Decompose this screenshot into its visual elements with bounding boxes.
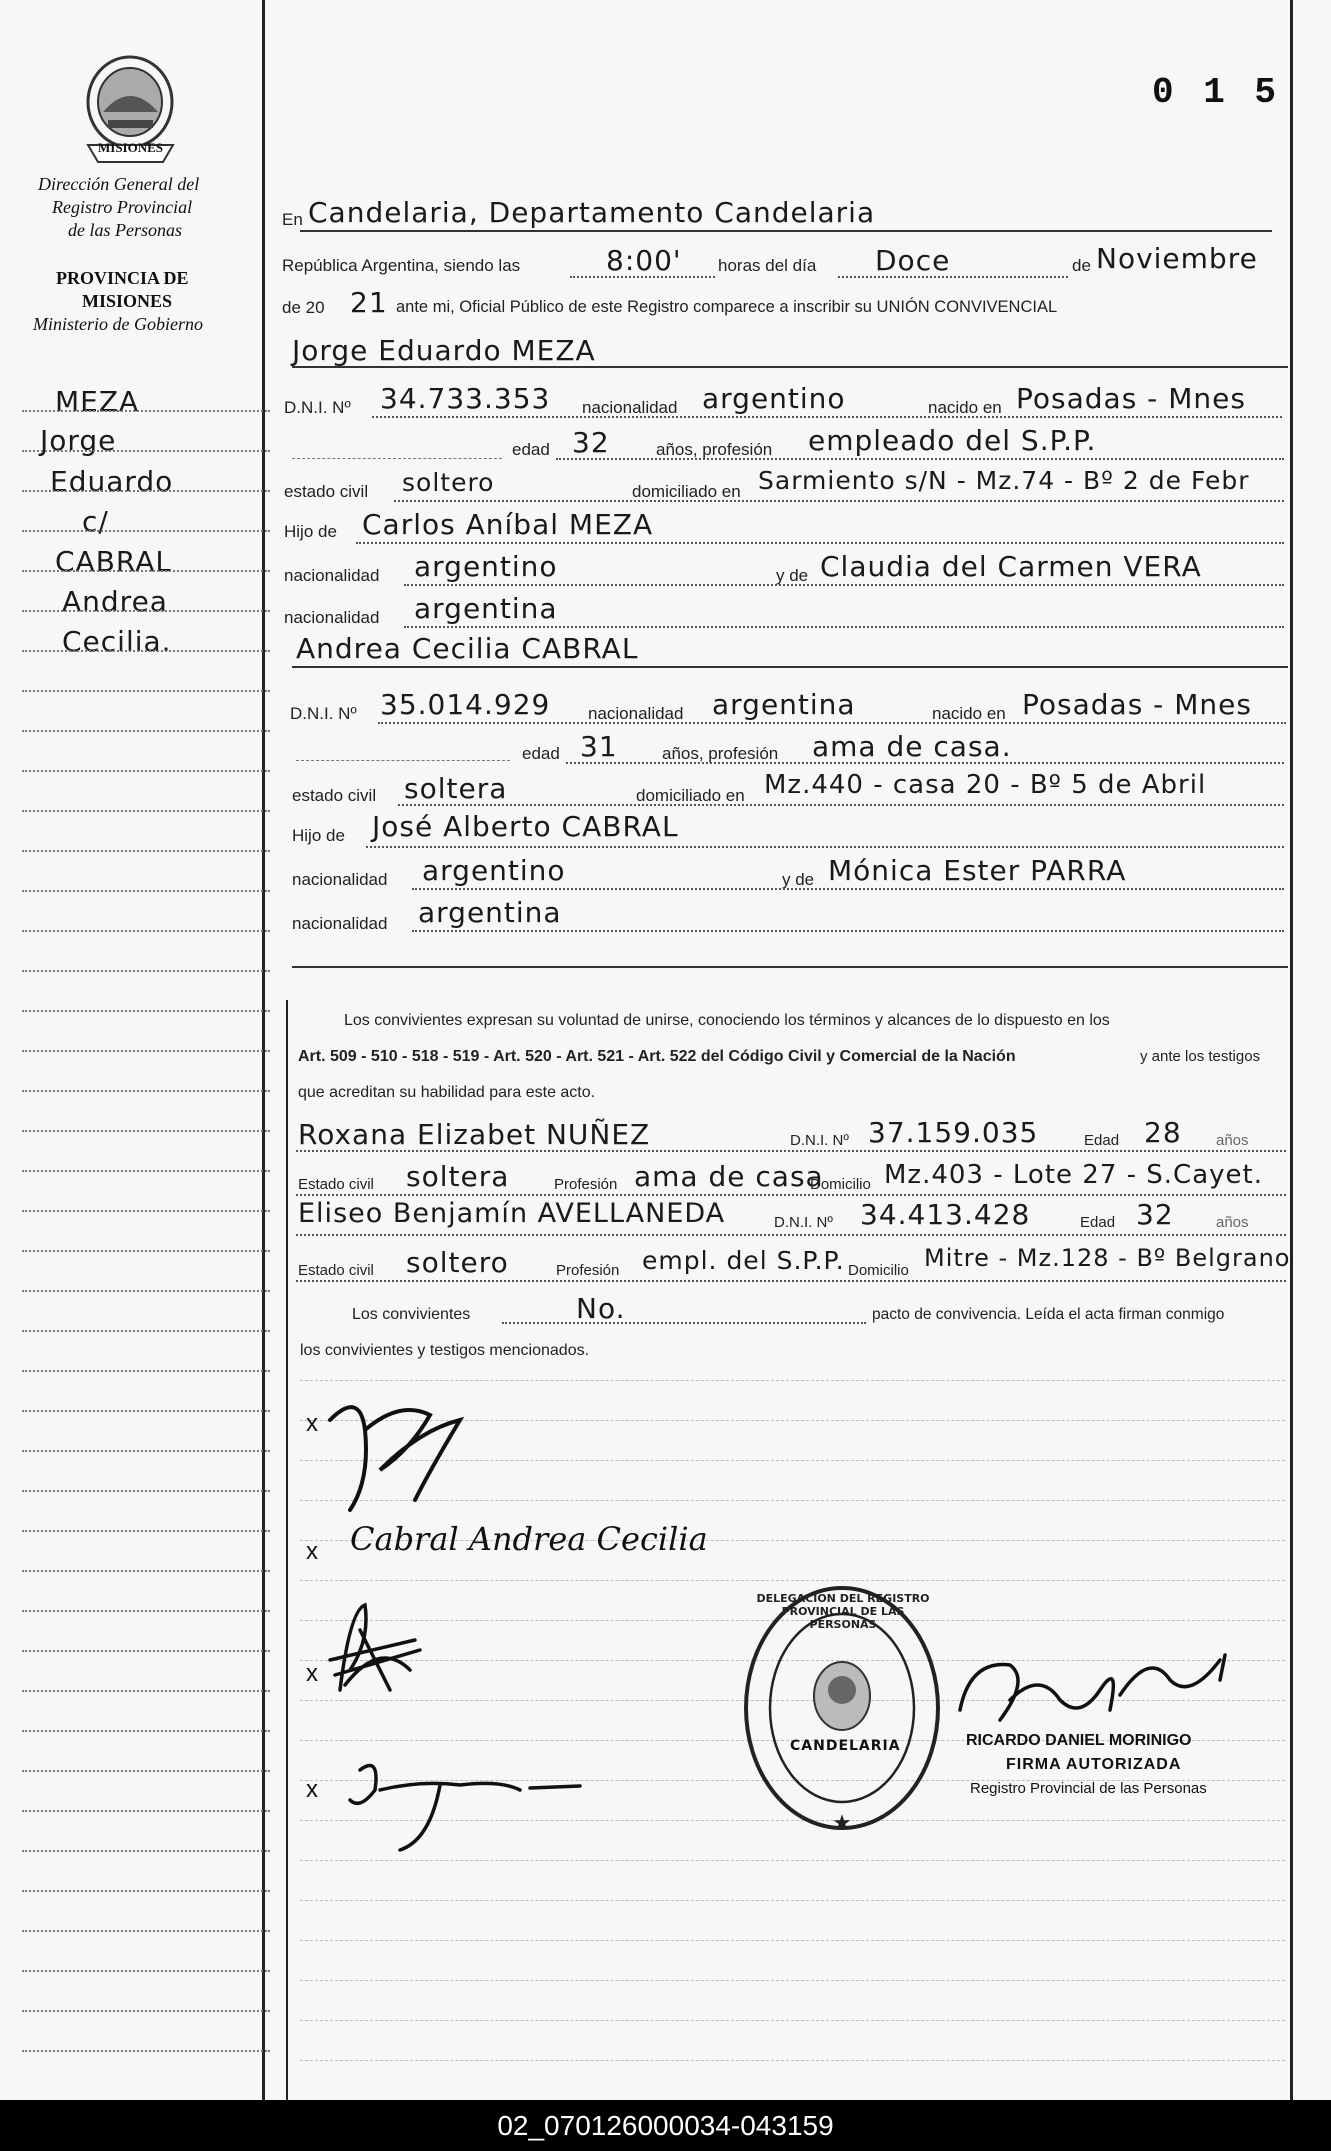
margin-rule-line [22,1290,270,1292]
svg-text:★: ★ [832,1811,852,1836]
margin-rule-line [22,1010,270,1012]
person1-nationality-value: argentino [702,382,846,415]
label-republica: República Argentina, siendo las [282,256,521,275]
margin-rule-line [22,1690,270,1692]
margin-note-line-4: c/ [82,505,109,538]
person2-civil-label: estado civil [292,786,377,805]
margin-rule-line [22,850,270,852]
margin-rule-line [22,730,270,732]
margin-rule-line [22,770,270,772]
witness1-prof-value: ama de casa [634,1160,824,1193]
signature-area-rule [300,1980,1285,1981]
person2-birthplace-value: Posadas - Mnes [1022,688,1252,721]
witness2-prof-label: Profesión [556,1262,620,1279]
signature-mark-2: x [306,1538,318,1565]
margin-rule-line [22,1370,270,1372]
witness1-dni-label: D.N.I. Nº [790,1132,849,1149]
margin-rule-line [22,410,270,412]
margin-rule-line [22,1610,270,1612]
margin-rule-line [22,610,270,612]
margin-rule-line [22,1410,270,1412]
witness1-dom-label: Domicilio [810,1176,871,1193]
signature-area-rule [300,1860,1285,1861]
margin-rule-line [22,810,270,812]
margin-rule-line [22,1050,270,1052]
place-value: Candelaria, Departamento Candelaria [308,196,876,229]
witness1-age-value: 28 [1144,1116,1182,1149]
margin-rule-line [22,1250,270,1252]
margin-note-line-6: Andrea [62,585,168,618]
person1-father-value: Carlos Aníbal MEZA [362,508,654,541]
person1-profession-value: empleado del S.P.P. [808,424,1097,457]
margin-rule-line [22,1810,270,1812]
witness2-age-value: 32 [1136,1198,1174,1231]
person1-address-label: domiciliado en [632,482,741,501]
person2-dni-label: D.N.I. Nº [290,704,357,723]
margin-note-line-7: Cecilia. [62,625,172,658]
witness1-civil-value: soltera [406,1160,510,1193]
margin-rule-line [22,690,270,692]
person1-born-label: nacido en [928,398,1002,417]
margin-rule-line [22,1130,270,1132]
margin-note-line-2: Jorge [40,424,117,457]
closing-line: los convivientes y testigos mencionados. [300,1342,590,1359]
person2-father-nat-label: nacionalidad [292,870,388,889]
margin-rule-line [22,1530,270,1532]
person1-name: Jorge Eduardo MEZA [292,334,596,367]
witness2-dni-value: 34.413.428 [860,1198,1031,1231]
signature-mark-1: x [306,1410,318,1437]
person1-dni-value: 34.733.353 [380,382,551,415]
margin-note-line-1: MEZA [55,385,140,418]
person1-age-value: 32 [572,426,610,459]
person2-years-label: años, profesión [662,744,779,763]
witness1-civil-label: Estado civil [298,1176,374,1193]
margin-rule-line [22,1210,270,1212]
margin-note-line-5: CABRAL [55,545,172,578]
person2-father-nat-value: argentino [422,854,566,887]
time-value: 8:00' [606,244,682,277]
person1-child-label: Hijo de [284,522,337,541]
signature-area-rule [300,2020,1285,2021]
declaration-line-3: que acreditan su habilidad para este acto. [298,1084,596,1101]
person1-years-label: años, profesión [656,440,773,459]
person2-born-label: nacido en [932,704,1006,723]
person2-mother-nat-value: argentina [418,896,562,929]
person1-mother-nat-value: argentina [414,592,558,625]
signature-mark-3: x [306,1660,318,1687]
signature-area-rule [300,1940,1285,1941]
form-left-border [286,1000,288,2100]
pact-label: pacto de convivencia. Leída el acta firman conmigo [872,1306,1225,1323]
witness2-dom-label: Domicilio [848,1262,909,1279]
person1-father-nat-value: argentino [414,550,558,583]
person2-age-value: 31 [580,730,618,763]
witness2-civil-value: soltero [406,1246,509,1279]
witness2-prof-value: empl. del S.P.P. [642,1246,845,1275]
document-id-footer: 02_070126000034-043159 [0,2100,1331,2151]
org-line-1: Dirección General del [38,174,200,194]
margin-rule-line [22,970,270,972]
person1-mother-nat-label: nacionalidad [284,608,380,627]
margin-rule-line [22,1330,270,1332]
margin-rule-line [22,1090,270,1092]
person1-civil-value: soltero [402,468,495,497]
official-signature [950,1640,1250,1740]
margin-rule-line [22,1490,270,1492]
margin-rule-line [22,1170,270,1172]
person2-address-value: Mz.440 - casa 20 - Bº 5 de Abril [764,770,1207,800]
margin-rule-line [22,450,270,452]
margin-rule-line [22,1930,270,1932]
witness1-address-value: Mz.403 - Lote 27 - S.Cayet. [884,1160,1263,1190]
label-de: de [1072,256,1091,275]
signature-3 [320,1600,430,1700]
pact-answer: No. [576,1292,626,1325]
margin-rule-line [22,1850,270,1852]
margin-rule-line [22,1570,270,1572]
signature-area-rule [300,2060,1285,2061]
official-office: Registro Provincial de las Personas [970,1780,1207,1797]
declaration-line-1: Los convivientes expresan su voluntad de unirse, conociendo los términos y alcances de lo dispuesto en los [344,1012,1110,1029]
margin-rule-line [22,890,270,892]
person2-name: Andrea Cecilia CABRAL [296,632,639,665]
margin-rule-line [22,1770,270,1772]
org-line-2: Registro Provincial [52,197,193,217]
margin-rule-line [22,490,270,492]
official-title: FIRMA AUTORIZADA [1006,1756,1182,1773]
margin-note-line-3: Eduardo [50,465,174,498]
person2-father-value: José Alberto CABRAL [372,810,679,843]
form-right-border [1290,0,1293,2100]
witness2-years-label: años [1216,1214,1249,1231]
signature-area-rule [300,1900,1285,1901]
witness1-prof-label: Profesión [554,1176,618,1193]
province-line-1: PROVINCIA DE [56,268,189,288]
witness2-name: Eliseo Benjamín AVELLANEDA [298,1198,726,1229]
person2-civil-value: soltera [404,772,508,805]
signature-2: Cabral Andrea Cecilia [350,1520,708,1558]
org-line-3: de las Personas [68,220,182,240]
person2-dni-value: 35.014.929 [380,688,551,721]
witness2-dni-label: D.N.I. Nº [774,1214,833,1231]
person2-age-label: edad [522,744,560,763]
margin-rule-line [22,1450,270,1452]
day-value: Doce [875,244,951,277]
label-de-20: de 20 [282,298,325,317]
margin-rule-line [22,2010,270,2012]
witness2-civil-label: Estado civil [298,1262,374,1279]
declaration-line-2b: y ante los testigos [1140,1048,1261,1065]
cohabitants-label: Los convivientes [352,1306,471,1323]
person2-and-label: y de [782,870,815,889]
signature-4 [340,1750,600,1860]
person2-profession-value: ama de casa. [812,730,1012,763]
person1-civil-label: estado civil [284,482,369,501]
margin-rule-line [22,930,270,932]
margin-rule-line [22,1970,270,1972]
person2-nationality-label: nacionalidad [588,704,684,723]
margin-rule-line [22,570,270,572]
stamp-center-text: CANDELARIA [790,1738,901,1754]
signature-mark-4: x [306,1776,318,1803]
person2-mother-value: Mónica Ester PARRA [828,854,1127,887]
person2-nationality-value: argentina [712,688,856,721]
person1-birthplace-value: Posadas - Mnes [1016,382,1246,415]
person1-dni-label: D.N.I. Nº [284,398,351,417]
margin-rule-line [22,1730,270,1732]
witness1-years-label: años [1216,1132,1249,1149]
witness2-address-value: Mitre - Mz.128 - Bº Belgrano [924,1244,1291,1272]
person1-nationality-label: nacionalidad [582,398,678,417]
person1-father-nat-label: nacionalidad [284,566,380,585]
margin-rule-line [22,1650,270,1652]
person2-mother-nat-label: nacionalidad [292,914,388,933]
margin-rule-line [22,530,270,532]
margin-rule-line [22,650,270,652]
person2-address-label: domiciliado en [636,786,745,805]
person1-age-label: edad [512,440,550,459]
crest-label: MISIONES [98,140,164,155]
witness1-name: Roxana Elizabet NUÑEZ [298,1118,651,1151]
province-line-2: MISIONES [82,291,173,311]
witness2-age-label: Edad [1080,1214,1116,1231]
person1-mother-value: Claudia del Carmen VERA [820,550,1202,583]
signature-area-rule [300,1380,1285,1381]
month-value: Noviembre [1096,242,1258,275]
person1-address-value: Sarmiento s/N - Mz.74 - Bº 2 de Febr [758,466,1250,495]
stamp-ring-text: DELEGACION DEL REGISTRO PROVINCIAL DE LAS PERSONAS [756,1592,930,1631]
label-en: En [282,210,303,229]
declaration-line-2: Art. 509 - 510 - 518 - 519 - Art. 520 - Art. 521 - Art. 522 del Código Civil y Comercial de la Nación [298,1048,1016,1065]
label-ante-mi: ante mi, Oficial Público de este Registro comparece a inscribir su UNIÓN CONVIVENCIAL [396,298,1058,316]
year-value: 21 [350,286,388,319]
witness1-age-label: Edad [1084,1132,1120,1149]
person1-and-label: y de [776,566,809,585]
margin-rule-line [22,1890,270,1892]
person2-child-label: Hijo de [292,826,345,845]
official-name: RICARDO DANIEL MORINIGO [966,1732,1192,1749]
label-horas: horas del día [718,256,817,275]
signature-1 [320,1390,500,1530]
witness1-dni-value: 37.159.035 [868,1116,1039,1149]
ministry-label: Ministerio de Gobierno [33,314,203,334]
margin-rule-line [22,2050,270,2052]
page-number: 0 1 5 [1152,72,1281,113]
signature-area-rule [300,1580,1285,1581]
